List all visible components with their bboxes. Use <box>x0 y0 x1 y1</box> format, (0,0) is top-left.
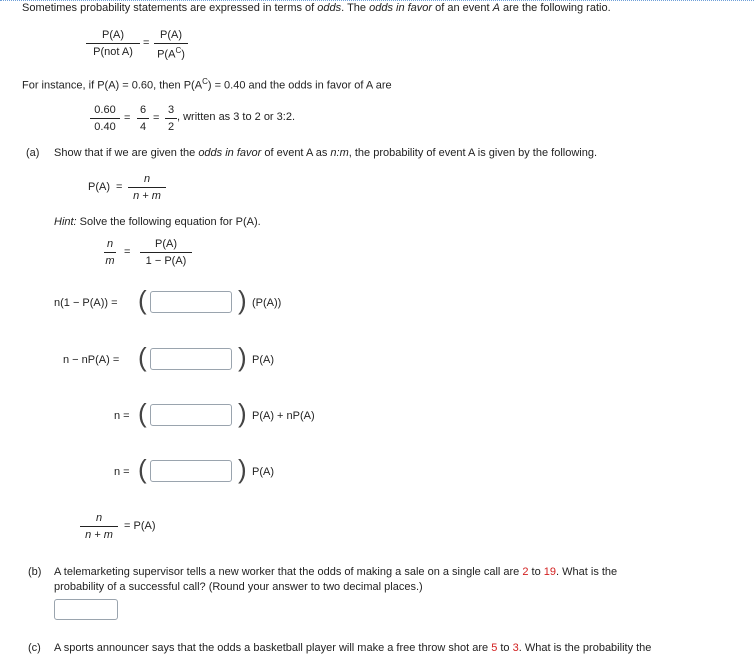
step-3-answer-box[interactable] <box>150 404 232 426</box>
intro-text: Sometimes probability statements are expressed in terms of odds. The odds in favor of an event A are the following ratio. <box>22 2 611 14</box>
step-3-open-paren: ( <box>138 398 147 428</box>
step-4-lhs: n = <box>114 466 130 478</box>
part-a-equals: = <box>116 181 123 193</box>
step-4-open-paren: ( <box>138 454 147 484</box>
top-border <box>0 0 754 1</box>
step-2-open-paren: ( <box>138 342 147 372</box>
part-a-target-fraction: n n + m <box>128 173 166 202</box>
step-4-close-paren: ) <box>238 454 247 484</box>
instance-text: For instance, if P(A) = 0.60, then $P(A^C) = 0.40$ and the odds in favor of A are <box>22 77 392 92</box>
part-a-label: (a) <box>26 147 40 159</box>
step-3-rhs: P(A) + nP(A) <box>252 410 315 422</box>
final-rhs: = P(A) <box>124 520 156 532</box>
example-fraction-3: 3 2 <box>165 104 177 133</box>
step-1-rhs: (P(A)) <box>252 297 282 309</box>
step-2-rhs: P(A) <box>252 354 274 366</box>
part-c-label: (c) <box>28 642 41 654</box>
step-1-answer-box[interactable] <box>150 291 232 313</box>
step-3-close-paren: ) <box>238 398 247 428</box>
step-4-rhs: P(A) <box>252 466 274 478</box>
part-a-prompt: Show that if we are given the odds in favor of event A as n:m, the probability of event A is given by the following. <box>54 147 598 159</box>
hint-equals: = <box>124 246 131 258</box>
final-fraction: n n + m <box>80 512 118 541</box>
hint-text: Hint: Solve the following equation for P(A). <box>54 216 261 228</box>
ratio-equals: = <box>143 37 150 49</box>
step-2-close-paren: ) <box>238 342 247 372</box>
part-c-prompt: A sports announcer says that the odds a basketball player will make a free throw shot are 5 to 3. What is the probability the <box>54 642 652 654</box>
step-4-answer-box[interactable] <box>150 460 232 482</box>
step-1-open-paren: ( <box>138 285 147 315</box>
hint-fraction-left: n m <box>105 238 115 267</box>
example-tail-text: , written as 3 to 2 or 3:2. <box>177 111 296 123</box>
ratio-fraction-left: P(A) P(not A) <box>86 29 140 58</box>
example-fraction-2: 6 4 <box>137 104 149 133</box>
ratio-fraction-right: P(A) $P(A^C)$ <box>154 29 188 61</box>
step-2-answer-box[interactable] <box>150 348 232 370</box>
step-1-lhs: n(1 − P(A)) = <box>54 297 118 309</box>
part-b-answer-input[interactable] <box>54 599 118 620</box>
example-equals-1: = <box>124 112 131 124</box>
part-b-prompt: A telemarketing supervisor tells a new worker that the odds of making a sale on a single call are 2 to 19. What is the <box>54 566 618 578</box>
step-1-close-paren: ) <box>238 285 247 315</box>
example-equals-2: = <box>153 112 160 124</box>
hint-fraction-right: P(A) 1 − P(A) <box>140 238 192 267</box>
part-b-prompt-line-2: probability of a successful call? (Round your answer to two decimal places.) <box>54 581 423 593</box>
part-b-label: (b) <box>28 566 42 578</box>
example-fraction-1: 0.60 0.40 <box>90 104 120 133</box>
part-a-pa: P(A) <box>88 181 110 193</box>
step-3-lhs: n = <box>114 410 130 422</box>
step-2-lhs: n − nP(A) = <box>63 354 120 366</box>
